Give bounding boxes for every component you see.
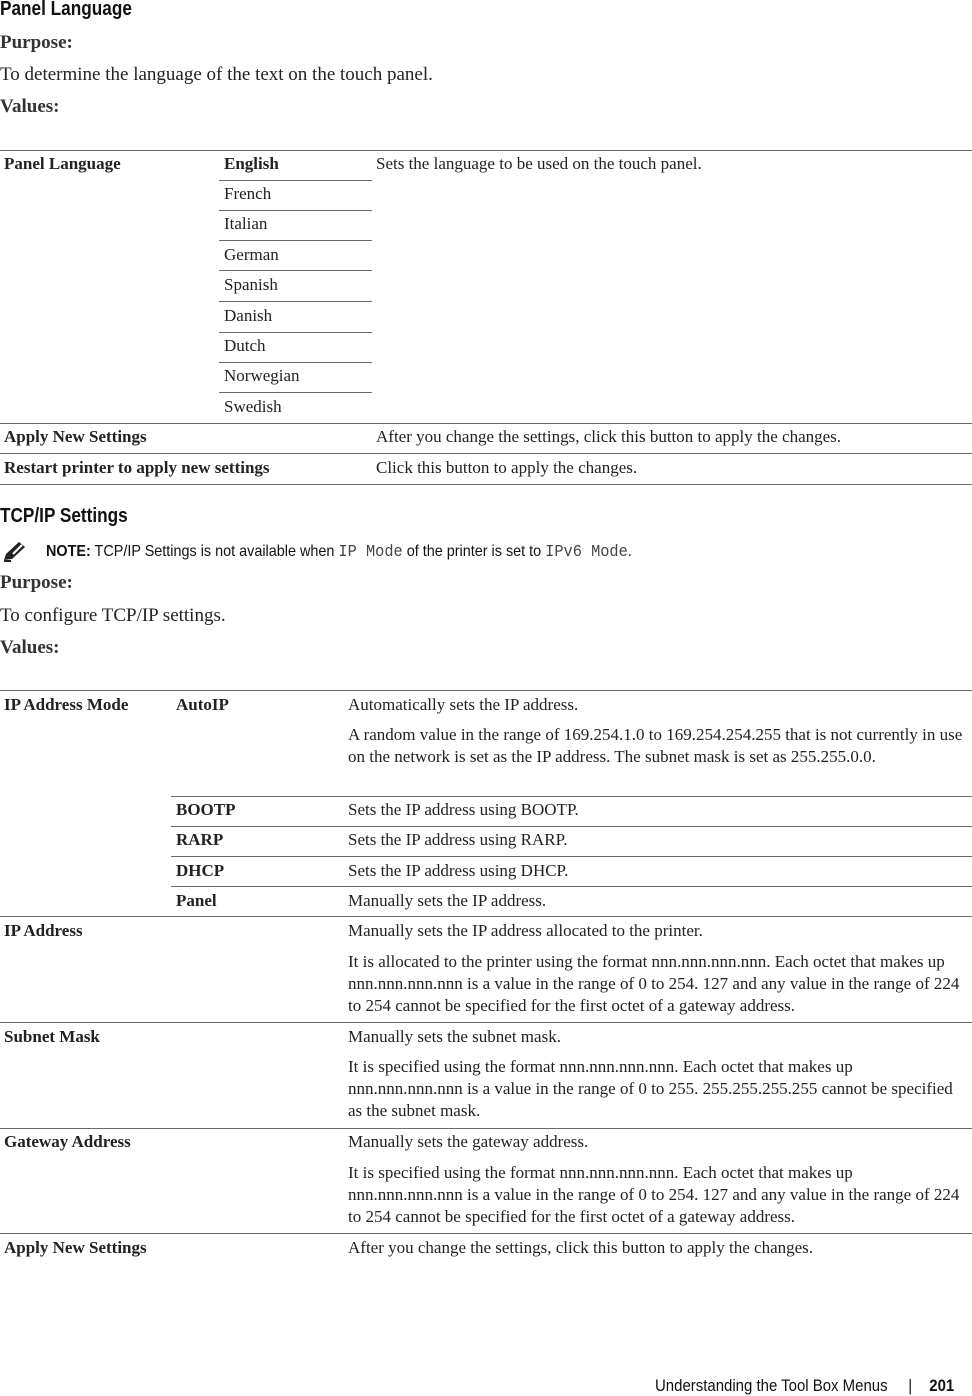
language-option: Danish <box>224 306 273 325</box>
note-text: NOTE: TCP/IP Settings is not available when IP Mode of the printer is set to IPv6 Mode. <box>46 543 632 562</box>
mode-option-detail: A random value in the range of 169.254.1.0 to 169.254.254.255 that is not currently in use on the network is set as the IP address. The subnet mask is set as 255.255.0.0. <box>348 725 963 766</box>
subnet-mask-detail: It is specified using the format nnn.nnn.nnn.nnn. Each octet that makes up nnn.nnn.nnn.nnn is a value in the range of 0 to 255. 255.255.255.255 cannot be specified as the subnet mask. <box>348 1057 953 1120</box>
restart-printer-description: Click this button to apply the changes. <box>376 458 638 477</box>
mode-option: BOOTP <box>176 800 236 819</box>
language-option: Swedish <box>224 397 282 416</box>
subnet-mask-description: Manually sets the subnet mask. <box>348 1027 561 1046</box>
purpose-text: To configure TCP/IP settings. <box>0 605 226 626</box>
values-label: Values: <box>0 96 60 117</box>
gateway-address-detail: It is specified using the format nnn.nnn.nnn.nnn. Each octet that makes up nnn.nnn.nnn.nnn is a value in the range of 0 to 254. 127 and any value in the range of 224 to 254 cannot be specified for the first octet of a gateway address. <box>348 1163 960 1226</box>
apply-new-settings-description: After you change the settings, click this button to apply the changes. <box>376 427 842 446</box>
apply-new-settings-label: Apply New Settings <box>4 1238 147 1257</box>
language-option: Norwegian <box>224 366 300 385</box>
footer-title: Understanding the Tool Box Menus <box>655 1376 888 1395</box>
code-ipv6-mode: IPv6 Mode <box>545 543 628 562</box>
footer-separator: | <box>908 1376 913 1395</box>
ip-address-detail: It is allocated to the printer using the format nnn.nnn.nnn.nnn. Each octet that makes up nnn.nnn.nnn.nnn is a value in the range of 0 to 254. 127 and any value in the range of 224 to 254 cannot be specified for the first octet of a gateway address. <box>348 952 960 1015</box>
purpose-label: Purpose: <box>0 32 73 53</box>
mode-option-description: Manually sets the IP address. <box>348 891 547 910</box>
language-option: Dutch <box>224 336 266 355</box>
values-label: Values: <box>0 637 60 658</box>
setting-description: Sets the language to be used on the touch panel. <box>376 154 702 173</box>
language-option: Spanish <box>224 275 278 294</box>
subnet-mask-label: Subnet Mask <box>4 1027 100 1046</box>
setting-name: Panel Language <box>4 154 121 173</box>
mode-option: DHCP <box>176 861 225 880</box>
code-ip-mode: IP Mode <box>338 543 403 562</box>
gateway-address-label: Gateway Address <box>4 1132 131 1151</box>
panel-language-heading: Panel Language <box>0 0 132 20</box>
language-option: German <box>224 245 279 264</box>
mode-option-description: Automatically sets the IP address. <box>348 695 579 714</box>
mode-option: AutoIP <box>176 695 229 714</box>
purpose-text: To determine the language of the text on the touch panel. <box>0 64 433 85</box>
purpose-label: Purpose: <box>0 572 73 593</box>
mode-option: RARP <box>176 830 224 849</box>
note-icon <box>2 540 30 569</box>
mode-option-description: Sets the IP address using RARP. <box>348 830 568 849</box>
language-option: Italian <box>224 214 268 233</box>
ip-address-label: IP Address <box>4 921 83 940</box>
page-footer <box>655 1376 954 1396</box>
gateway-address-description: Manually sets the gateway address. <box>348 1132 589 1151</box>
apply-new-settings-description: After you change the settings, click this button to apply the changes. <box>348 1238 814 1257</box>
ip-address-mode-label: IP Address Mode <box>4 695 129 714</box>
language-option: French <box>224 184 272 203</box>
tcpip-heading: TCP/IP Settings <box>0 505 128 527</box>
apply-new-settings-label: Apply New Settings <box>4 427 147 446</box>
mode-option-description: Sets the IP address using DHCP. <box>348 861 569 880</box>
language-option: English <box>224 154 279 173</box>
ip-address-description: Manually sets the IP address allocated to the printer. <box>348 921 703 940</box>
mode-option-description: Sets the IP address using BOOTP. <box>348 800 579 819</box>
mode-option: Panel <box>176 891 217 910</box>
restart-printer-label: Restart printer to apply new settings <box>4 458 270 477</box>
page-number: 201 <box>929 1376 955 1395</box>
